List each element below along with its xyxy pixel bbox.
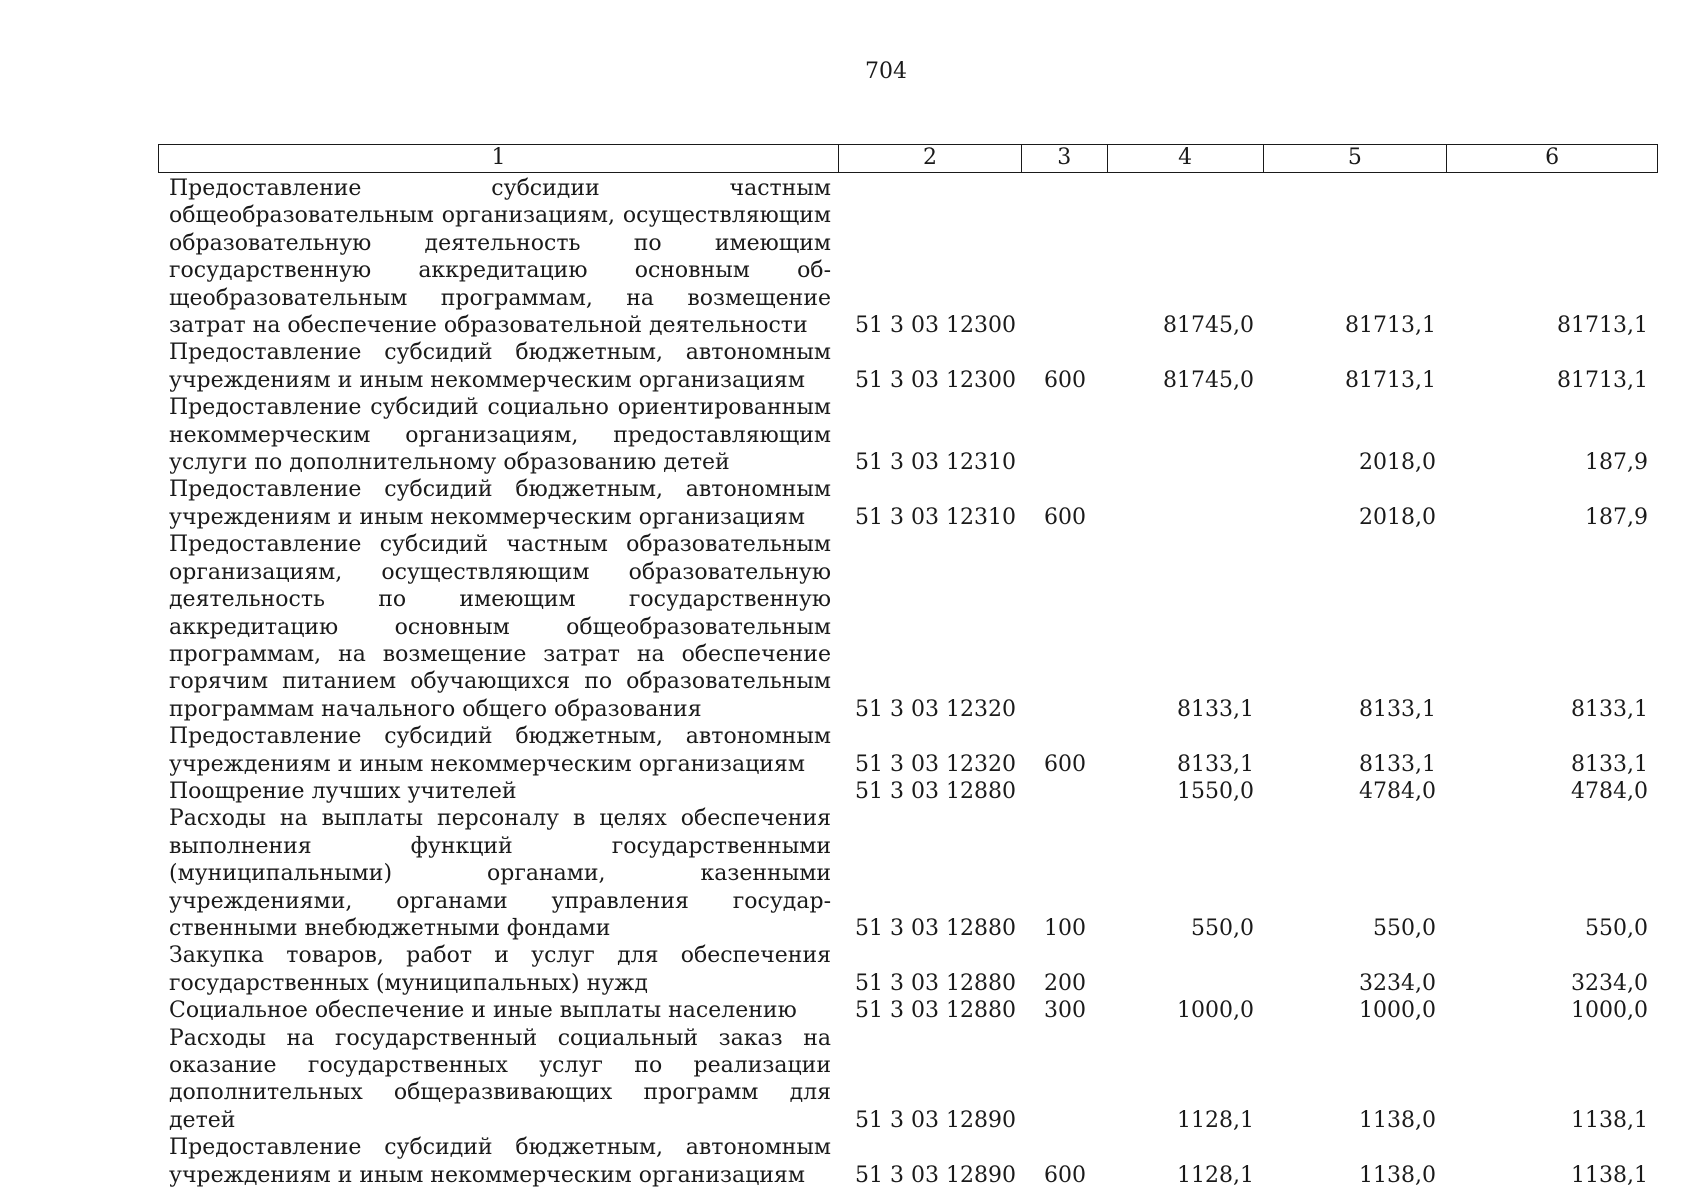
row-code: 51 3 03 12320: [855, 751, 1016, 777]
row-expense-type: 600: [1044, 504, 1086, 530]
table-header-row: [158, 144, 1658, 173]
table-row: [158, 997, 1658, 1024]
row-name: Закупка товаров, работ и услуг для обеспечения государственных (муниципальных) нужд: [169, 943, 831, 996]
table-row: [158, 805, 1658, 942]
row-name: Предоставление субсидий бюджетным, автономным учреждениям и иным некоммерческим организациям: [169, 1135, 831, 1188]
row-code: 51 3 03 12300: [855, 367, 1016, 393]
table-row: [158, 942, 1658, 997]
row-value-col4: 8133,1: [1177, 696, 1254, 722]
column-header-4: 4: [1108, 145, 1264, 172]
column-header-1: 1: [159, 145, 839, 172]
row-code: 51 3 03 12880: [855, 970, 1016, 996]
row-code: 51 3 03 12300: [855, 313, 1016, 339]
row-expense-type: 600: [1044, 1162, 1086, 1188]
row-value-col6: 550,0: [1585, 915, 1648, 941]
row-expense-type: 100: [1044, 915, 1086, 941]
row-value-col4: 1000,0: [1177, 998, 1254, 1024]
column-header-3: 3: [1022, 145, 1108, 172]
row-name: Предоставление субсидий бюджетным, автономным учреждениям и иным некоммерческим организациям: [169, 340, 831, 393]
row-value-col5: 81713,1: [1345, 313, 1436, 339]
row-code: 51 3 03 12890: [855, 1107, 1016, 1133]
row-code: 51 3 03 12890: [855, 1162, 1016, 1188]
row-name: Предоставление субсидий частным образовательным организациям, осуществляющим образовательную деятельность по имеющим государственную аккредитацию основным общеобразовательным программам, на возмещение затрат на обеспечение горячим питанием обучающихся по образовательным программам начального общего образования: [169, 532, 831, 722]
table-body: [158, 175, 1658, 1189]
column-header-6: 6: [1545, 145, 1560, 170]
row-value-col6: 8133,1: [1571, 751, 1648, 777]
row-expense-type: 600: [1044, 367, 1086, 393]
row-name: Поощрение лучших учителей: [169, 778, 517, 804]
row-value-col5: 1000,0: [1359, 998, 1436, 1024]
row-code: 51 3 03 12880: [855, 915, 1016, 941]
table-row: [158, 476, 1658, 531]
row-value-col6: 4784,0: [1571, 778, 1648, 804]
table-row: [158, 1134, 1658, 1189]
row-value-col5: 81713,1: [1345, 367, 1436, 393]
row-code: 51 3 03 12880: [855, 998, 1016, 1024]
row-value-col4: 1128,1: [1177, 1107, 1254, 1133]
row-value-col4: 1128,1: [1177, 1162, 1254, 1188]
row-value-col6: 1138,1: [1571, 1107, 1648, 1133]
row-value-col5: 1138,0: [1359, 1162, 1436, 1188]
row-value-col4: 1550,0: [1177, 778, 1254, 804]
table-row: [158, 394, 1658, 476]
row-name: Предоставление субсидий социально ориентированным некоммерческим организациям, предоставляющим услуги по дополнительному образованию детей: [169, 395, 831, 476]
row-value-col4: 550,0: [1191, 915, 1254, 941]
row-code: 51 3 03 12880: [855, 778, 1016, 804]
column-header-5: 5: [1264, 145, 1448, 172]
row-value-col4: 8133,1: [1177, 751, 1254, 777]
row-name: Предоставление субсидий бюджетным, автономным учреждениям и иным некоммерческим организациям: [169, 724, 831, 777]
row-value-col5: 2018,0: [1359, 504, 1436, 530]
table-row: [158, 531, 1658, 723]
row-value-col6: 1000,0: [1571, 998, 1648, 1024]
row-value-col5: 3234,0: [1359, 970, 1436, 996]
column-header-2: 2: [839, 145, 1022, 172]
row-value-col6: 3234,0: [1571, 970, 1648, 996]
row-expense-type: 200: [1044, 970, 1086, 996]
row-value-col6: 187,9: [1585, 504, 1648, 530]
row-value-col5: 8133,1: [1359, 751, 1436, 777]
row-code: 51 3 03 12320: [855, 696, 1016, 722]
table-row: [158, 175, 1658, 339]
row-value-col4: 81745,0: [1163, 367, 1254, 393]
row-value-col4: 81745,0: [1163, 313, 1254, 339]
table-row: [158, 723, 1658, 778]
row-expense-type: 600: [1044, 751, 1086, 777]
row-value-col5: 8133,1: [1359, 696, 1436, 722]
row-value-col5: 4784,0: [1359, 778, 1436, 804]
table-row: [158, 778, 1658, 805]
row-value-col6: 1138,1: [1571, 1162, 1648, 1188]
row-value-col6: 8133,1: [1571, 696, 1648, 722]
row-name: Предоставление субсидий бюджетным, автономным учреждениям и иным некоммерческим организациям: [169, 477, 831, 530]
row-code: 51 3 03 12310: [855, 504, 1016, 530]
row-value-col6: 187,9: [1585, 450, 1648, 476]
row-name: Расходы на государственный социальный заказ на оказание государственных услуг по реализации дополнительных общеразвивающих программ для детей: [169, 1025, 831, 1133]
row-name: Социальное обеспечение и иные выплаты населению: [169, 998, 797, 1024]
row-name: Предоставление субсидии частным общеобразовательным организациям, осуществляющим образовательную деятельность по имеющим государственную аккредитацию основным общеобразовательным программам, на возмещение затрат на обеспечение образовательной деятельности: [169, 176, 831, 339]
row-value-col5: 550,0: [1373, 915, 1436, 941]
row-expense-type: 300: [1044, 998, 1086, 1024]
row-value-col6: 81713,1: [1557, 367, 1648, 393]
page-number: 704: [865, 59, 907, 84]
table-row: [158, 339, 1658, 394]
row-value-col5: 2018,0: [1359, 450, 1436, 476]
row-value-col5: 1138,0: [1359, 1107, 1436, 1133]
table-row: [158, 1025, 1658, 1135]
row-name: Расходы на выплаты персоналу в целях обеспечения выполнения функций государственными (муниципальными) органами, казенными учреждениями, органами управления государственными внебюджетными фондами: [169, 806, 831, 941]
row-value-col6: 81713,1: [1557, 313, 1648, 339]
row-code: 51 3 03 12310: [855, 450, 1016, 476]
